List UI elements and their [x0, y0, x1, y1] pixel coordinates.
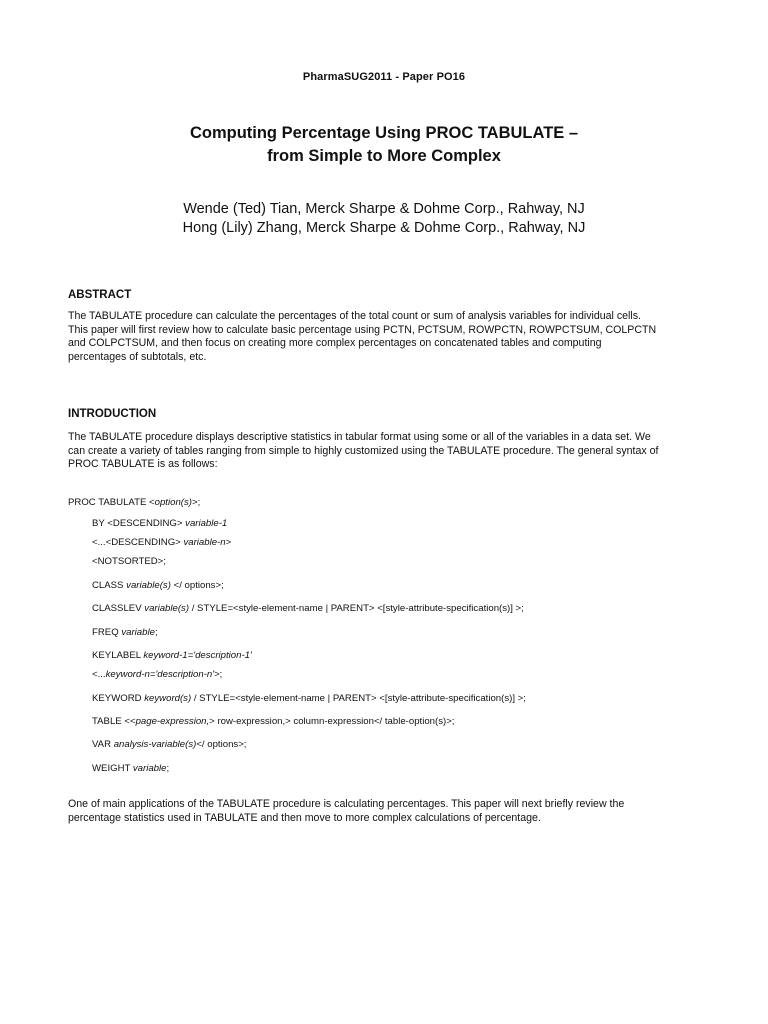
syntax-line: CLASSLEV variable(s) / STYLE=<style-element-name | PARENT> <[style-attribute-specification(s)] >; [92, 603, 524, 614]
syntax-line: FREQ variable; [92, 627, 158, 638]
author-2: Hong (Lily) Zhang, Merck Sharpe & Dohme Corp., Rahway, NJ [182, 220, 586, 236]
abstract-text [68, 310, 708, 364]
introduction-heading: INTRODUCTION [68, 408, 157, 420]
title-line-2: from Simple to More Complex [267, 147, 501, 165]
syntax-line: KEYLABEL keyword-1='description-1' [92, 650, 252, 661]
syntax-line: PROC TABULATE <option(s)>; [68, 497, 201, 508]
author-list [0, 200, 768, 238]
syntax-line: WEIGHT variable; [92, 763, 170, 774]
syntax-line: KEYWORD keyword(s) / STYLE=<style-element-name | PARENT> <[style-attribute-specification(s)] >; [92, 693, 526, 704]
abstract-line: This paper will first review how to calculate basic percentage using PCTN, PCTSUM, ROWPCTN, ROWPCTSUM, COLPCTN [68, 323, 657, 336]
paper-title [0, 122, 768, 168]
abstract-heading: ABSTRACT [68, 289, 132, 301]
abstract-line: The TABULATE procedure can calculate the percentages of the total count or sum of analysis variables for individual cells. [68, 310, 641, 322]
introduction-line: can create a variety of tables ranging from simple to highly customized using the TABULATE procedure. The general syntax of [68, 444, 659, 457]
introduction-text [68, 431, 708, 472]
syntax-line: <NOTSORTED>; [92, 556, 166, 567]
abstract-line: and COLPCTSUM, and then focus on creating more complex percentages on concatenated tables and computing [68, 337, 602, 350]
closing-line: percentage statistics used in TABULATE and then move to more complex calculations of percentage. [68, 811, 541, 824]
syntax-line: TABLE <<page-expression,> row-expression,> column-expression</ table-option(s)>; [92, 716, 455, 727]
syntax-line: <...<DESCENDING> variable-n> [92, 537, 232, 548]
conference-label: PharmaSUG2011 - Paper PO16 [302, 71, 466, 83]
syntax-line: <...keyword-n='description-n'>; [92, 669, 223, 680]
closing-paragraph [68, 798, 708, 825]
introduction-line: PROC TABULATE is as follows: [68, 458, 218, 471]
syntax-line: CLASS variable(s) </ options>; [92, 580, 224, 591]
syntax-line: BY <DESCENDING> variable-1 [92, 518, 228, 529]
author-1: Wende (Ted) Tian, Merck Sharpe & Dohme Corp., Rahway, NJ [183, 201, 585, 217]
abstract-line: percentages of subtotals, etc. [68, 350, 207, 363]
syntax-line: VAR analysis-variable(s)</ options>; [92, 739, 247, 750]
closing-line: One of main applications of the TABULATE procedure is calculating percentages. This paper will next briefly review the [68, 798, 625, 810]
introduction-line: The TABULATE procedure displays descriptive statistics in tabular format using some or all of the variables in a data set. We [68, 431, 651, 443]
title-line-1: Computing Percentage Using PROC TABULATE – [189, 124, 579, 142]
